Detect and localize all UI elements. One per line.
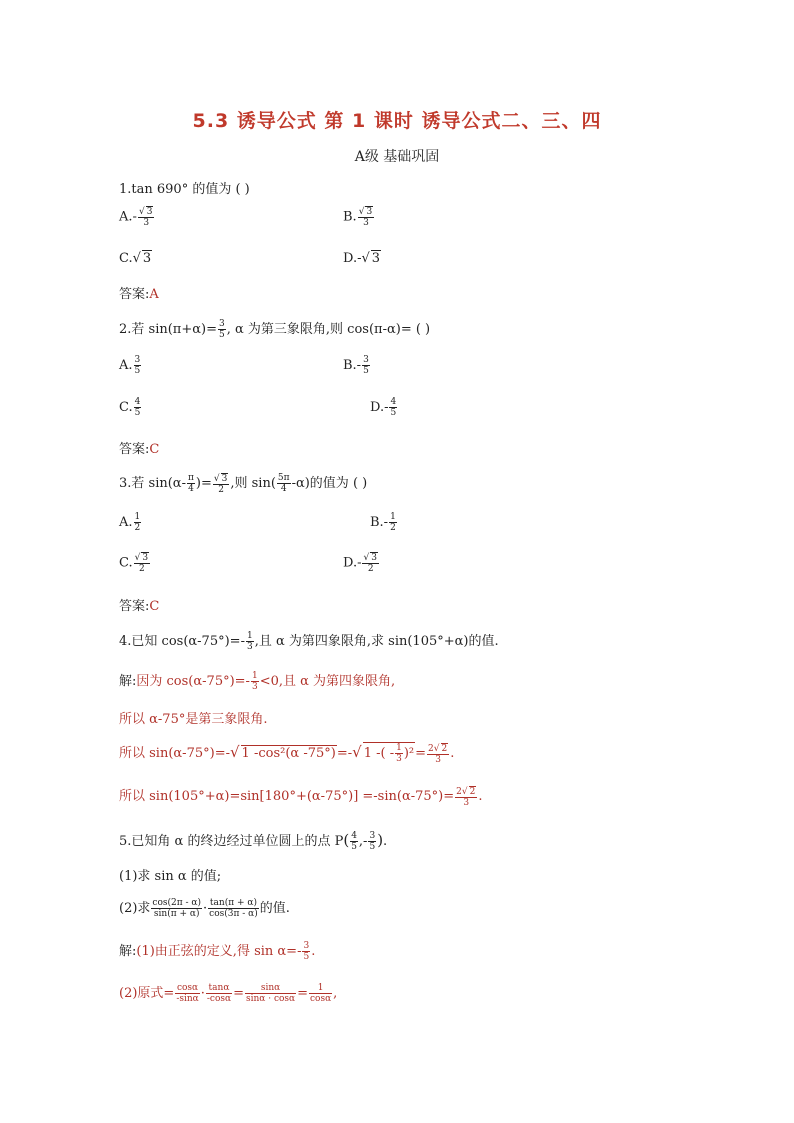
q2-option-c: C. $\frac{4}{5}$ (119, 397, 141, 418)
q5-solution-line2: (2)原式= $\frac{\cos\alpha}{-\sin\alpha}$ · $\frac{\tan\alpha}{-\cos\alpha}$ = $\frac{\sin\alpha}{\sin\alpha \cdot \cos\alpha}$ = $\frac{1}{\cos\alpha}$ , (119, 983, 338, 1004)
q5-part1: (1)求 sin α 的值; (119, 869, 222, 884)
q1-option-b: B. $\frac{√ 3}{3}$ (343, 207, 373, 228)
q4-stem: 4.已知 cos(α-75°)=- $\frac{1}{3}$ ,且 α 为第四象限角,求 sin(105°+α)的值. (119, 631, 499, 652)
q4-solution-line1: 解:因为 cos(α-75°)=- $\frac{1}{3}$ <0,且 α 为第四象限角, (119, 671, 396, 692)
q3-option-a: A. $\frac{1}{2}$ (119, 512, 141, 533)
q2-option-b: B.- $\frac{3}{5}$ (343, 355, 369, 376)
q3-answer: 答案:C (119, 599, 160, 614)
q2-answer: 答案:C (119, 442, 160, 457)
page-title: 5.3 诱导公式 第 1 课时 诱导公式二、三、四 (192, 110, 602, 132)
q3-stem: 3.若 sin(α- $\frac{\pi}{4}$ )= $\frac{√ 3}{2}$ ,则 sin( $\frac{5\pi}{4}$ -α)的值为 ( ) (119, 473, 368, 495)
q5-solution-line1: 解:(1)由正弦的定义,得 sin α=- $\frac{3}{5}$ . (119, 941, 316, 962)
q3-option-b: B.- $\frac{1}{2}$ (370, 512, 396, 533)
q2-option-a: A. $\frac{3}{5}$ (119, 355, 141, 376)
q1-option-d: D.-√ 3 (343, 251, 381, 266)
level-subtitle: A级 基础巩固 (354, 149, 440, 165)
q2-stem: 2.若 sin(π+α)= $\frac{3}{5}$ , α 为第三象限角,则 cos(π-α)= ( ) (119, 319, 431, 340)
q1-stem: 1.tan 690° 的值为 ( ) (119, 182, 250, 197)
q2-option-d: D.- $\frac{4}{5}$ (370, 397, 397, 418)
q3-option-c: C. $\frac{√ 3}{2}$ (119, 553, 149, 574)
q5-part2: (2)求 $\frac{\cos(2\pi - \alpha)}{\sin(\pi + \alpha)}$ · $\frac{\tan(\pi + \alpha)}{\cos(3\pi - \alpha)}$ 的值. (119, 898, 290, 919)
q4-solution-line2: 所以 α-75°是第三象限角. (119, 712, 268, 727)
q1-option-c: C.√ 3 (119, 251, 152, 266)
q4-solution-line4: 所以 sin(105°+α)=sin[180°+(α-75°)] =-sin(α-75°)= $\frac{2√ 2}{3}$ . (119, 786, 483, 808)
q4-solution-line3: 所以 sin(α-75°)=-√ 1 -cos²(α -75°)=-√ 1 -( - $\frac{1}{3}$ )²= $\frac{2√ 2}{3}$ . (119, 743, 455, 765)
q1-option-a: A.- $\frac{√ 3}{3}$ (119, 207, 153, 228)
q3-option-d: D.- $\frac{√ 3}{2}$ (343, 553, 377, 574)
q5-stem: 5.已知角 α 的终边经过单位圆上的点 P( $\frac{4}{5}$ ,- $\frac{3}{5}$ ). (119, 831, 388, 852)
q1-answer: 答案:A (119, 287, 159, 302)
